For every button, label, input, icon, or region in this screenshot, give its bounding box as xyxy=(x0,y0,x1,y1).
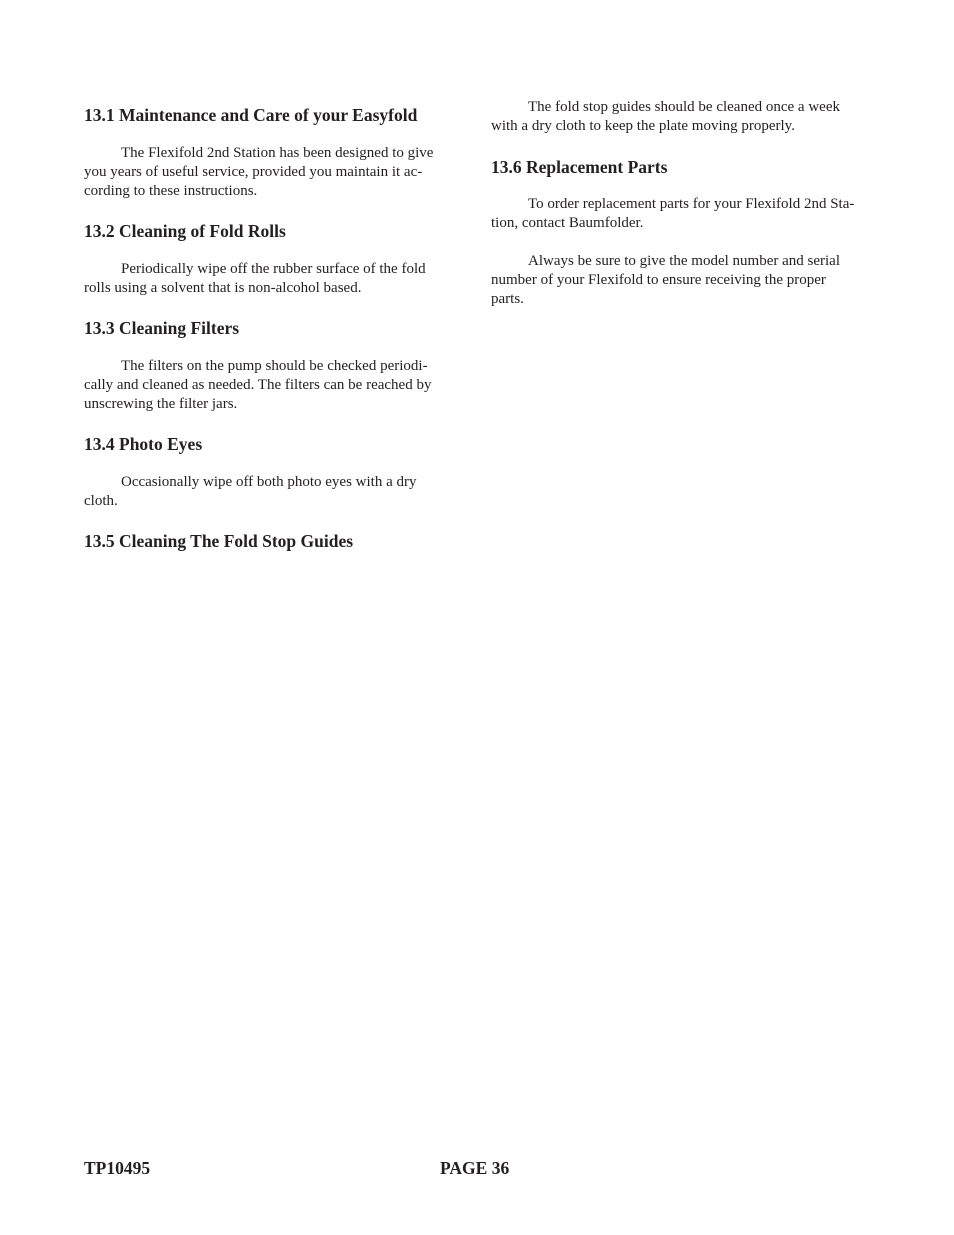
section-13-5-body xyxy=(491,98,871,136)
section-13-4-heading: 13.4 Photo Eyes xyxy=(84,434,203,454)
section-13-6-heading: 13.6 Replacement Parts xyxy=(491,157,668,177)
body-line: To order replacement parts for your Flexifold 2nd Sta- xyxy=(528,196,855,212)
body-line: The Flexifold 2nd Station has been designed to give xyxy=(121,145,434,161)
section-13-6-body-2 xyxy=(491,252,871,309)
section-13-1-heading: 13.1 Maintenance and Care of your Easyfold xyxy=(84,105,418,125)
body-line: Periodically wipe off the rubber surface of the fold xyxy=(121,261,426,277)
body-line: Occasionally wipe off both photo eyes with a dry xyxy=(121,474,417,490)
section-13-1-body xyxy=(84,144,454,201)
document-id: TP10495 xyxy=(84,1158,151,1178)
section-13-3-heading: 13.3 Cleaning Filters xyxy=(84,318,240,338)
section-13-2-body xyxy=(84,260,454,298)
body-line: rolls using a solvent that is non-alcohol based. xyxy=(84,280,362,296)
section-13-2-heading: 13.2 Cleaning of Fold Rolls xyxy=(84,221,286,241)
body-line: cloth. xyxy=(84,493,118,509)
body-line: parts. xyxy=(491,291,524,307)
body-line: with a dry cloth to keep the plate moving properly. xyxy=(491,118,795,134)
body-line: cally and cleaned as needed. The filters can be reached by xyxy=(84,377,432,393)
body-line: Always be sure to give the model number and serial xyxy=(528,253,840,269)
section-13-3-body xyxy=(84,357,454,414)
body-line: The filters on the pump should be checked periodi- xyxy=(121,358,428,374)
section-13-5-heading: 13.5 Cleaning The Fold Stop Guides xyxy=(84,531,354,551)
body-line: cording to these instructions. xyxy=(84,183,258,199)
page-number: PAGE 36 xyxy=(440,1158,510,1178)
body-line: The fold stop guides should be cleaned once a week xyxy=(528,99,840,115)
body-line: tion, contact Baumfolder. xyxy=(491,215,644,231)
body-line: number of your Flexifold to ensure receiving the proper xyxy=(491,272,826,288)
body-line: you years of useful service, provided you maintain it ac- xyxy=(84,164,423,180)
section-13-4-body xyxy=(84,473,454,511)
body-line: unscrewing the filter jars. xyxy=(84,396,238,412)
section-13-6-body-1 xyxy=(491,195,871,233)
